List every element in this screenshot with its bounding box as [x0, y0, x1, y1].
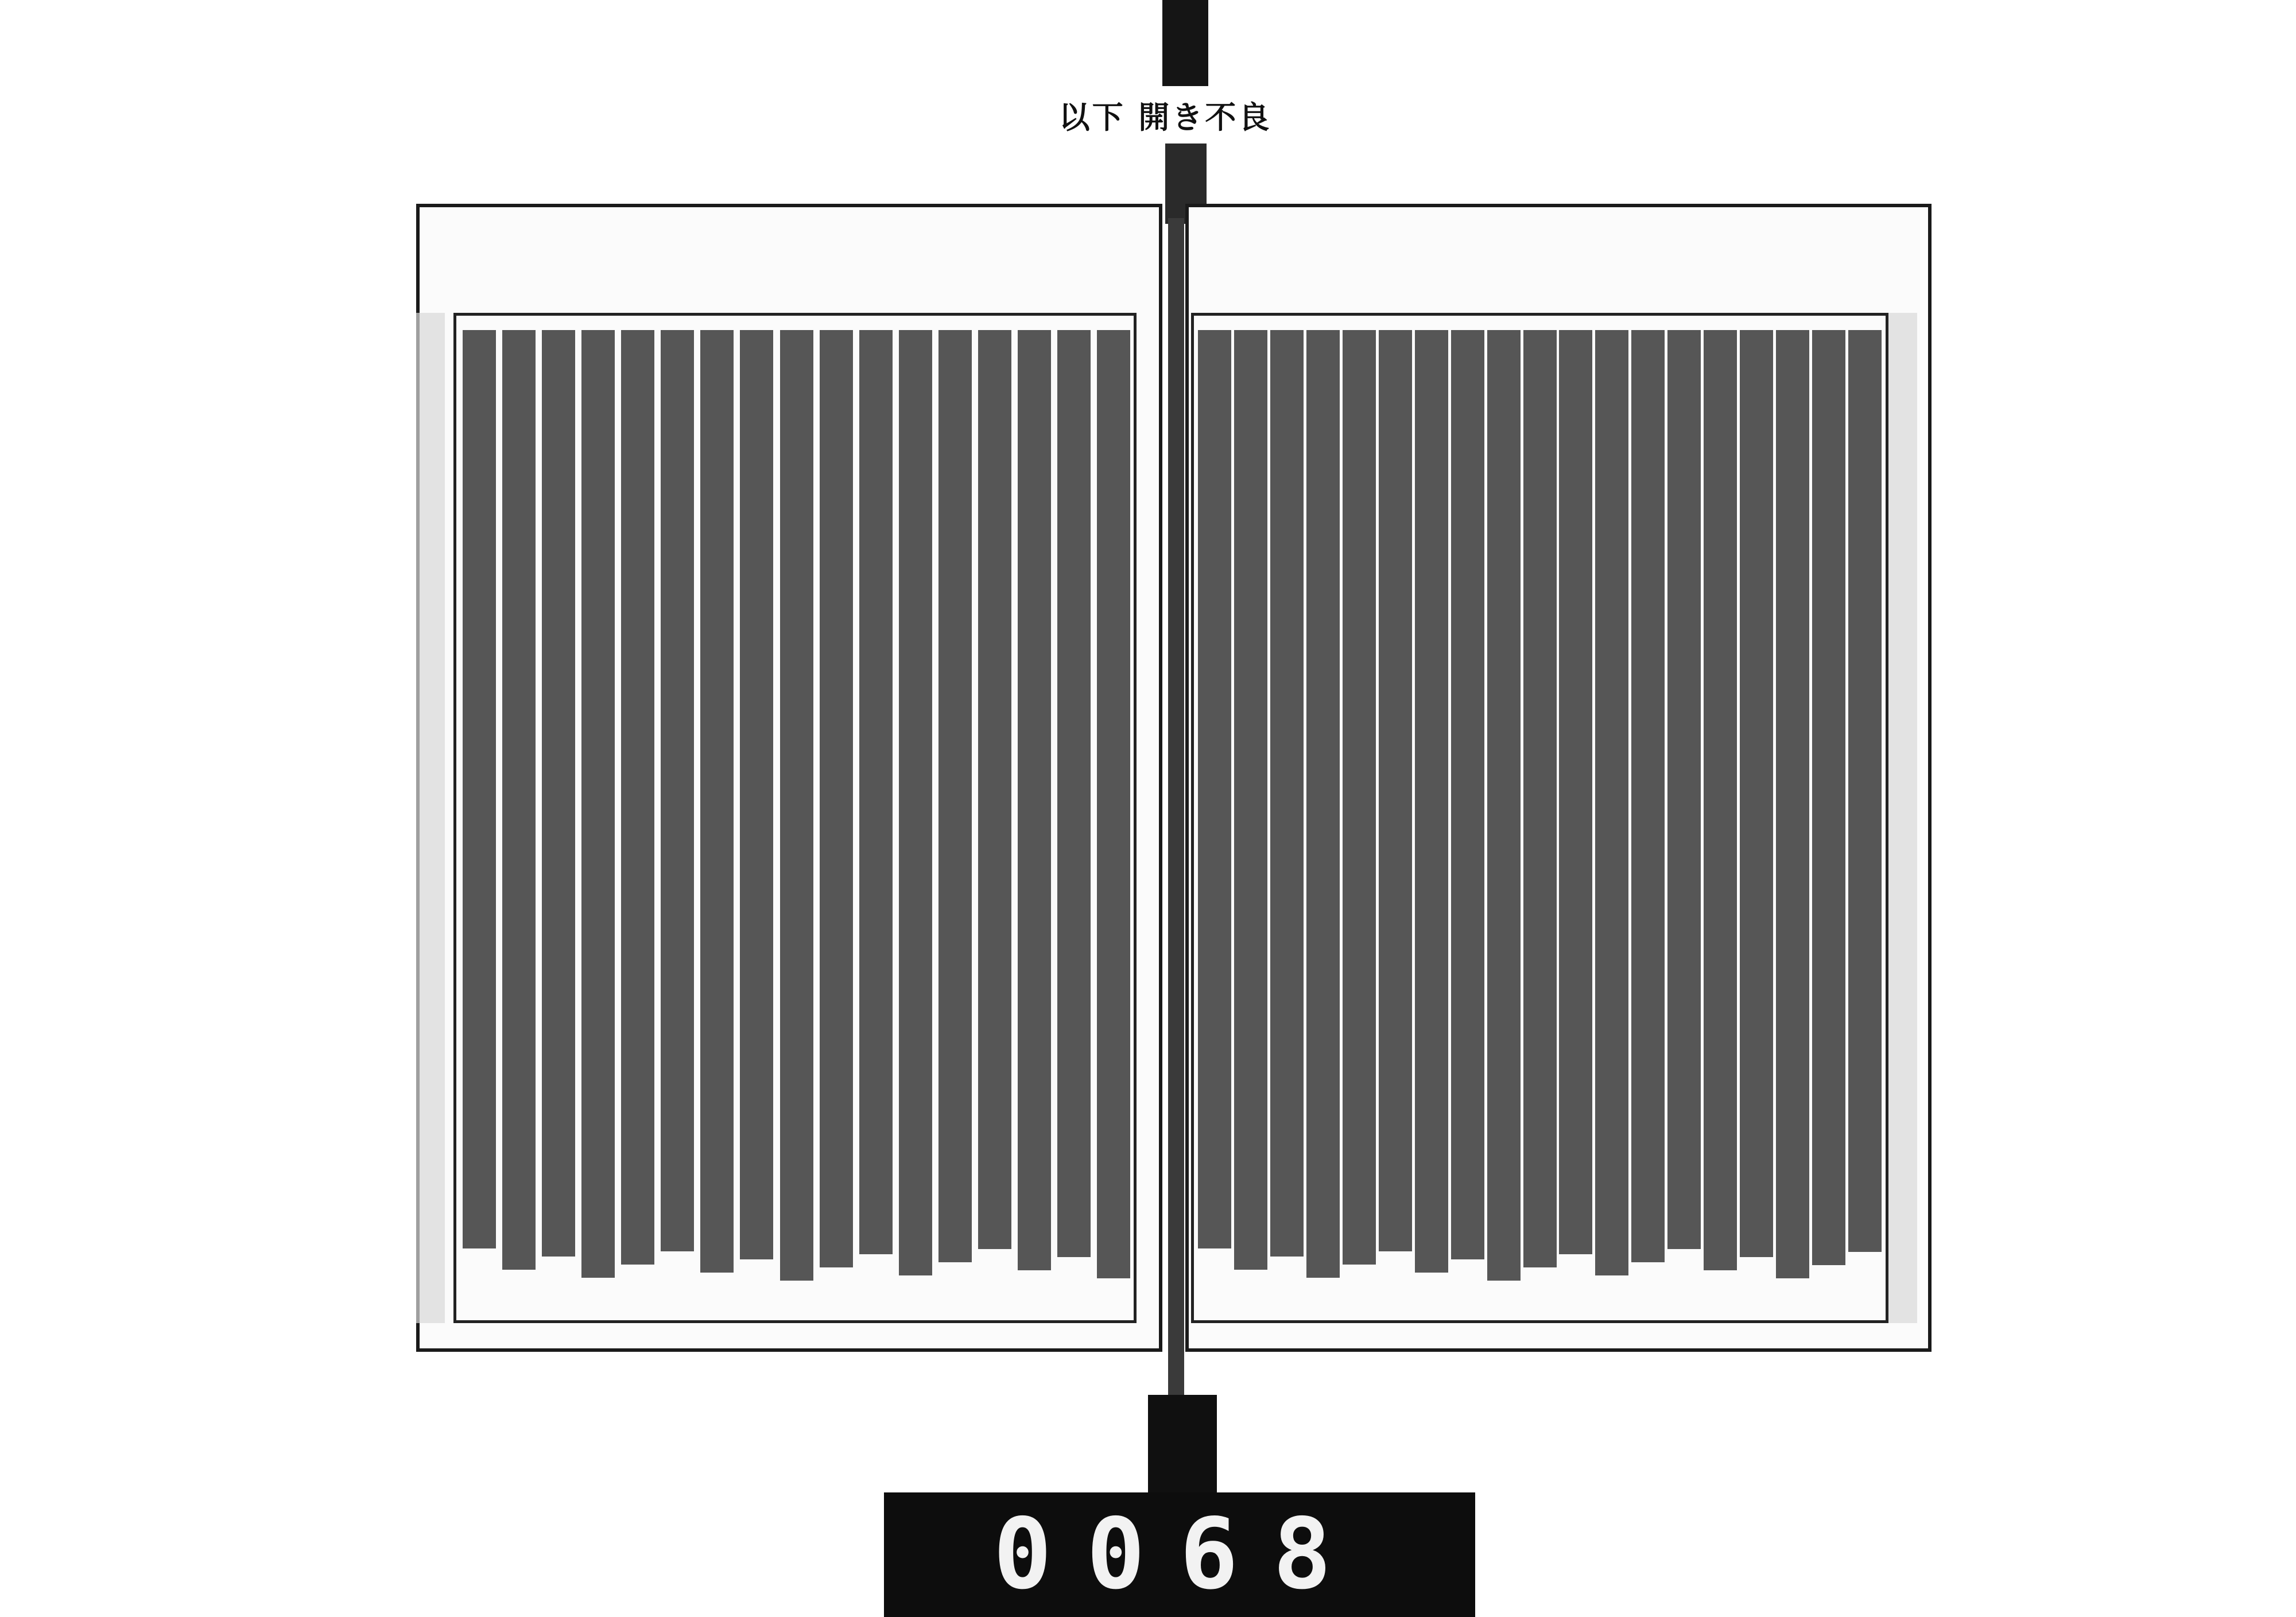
left-page-text-column: [1057, 330, 1091, 1257]
right-page-text-column: [1631, 330, 1665, 1262]
left-page-text-column: [502, 330, 536, 1270]
left-page-text-column: [1097, 330, 1130, 1278]
right-page-text-column: [1667, 330, 1701, 1249]
left-page-text-column: [463, 330, 496, 1248]
right-page-text-column: [1198, 330, 1231, 1248]
right-page-text-column: [1704, 330, 1737, 1270]
right-page-text-column: [1306, 330, 1340, 1278]
scan-note: 以下 開き不良: [1058, 99, 1272, 135]
right-page-text-column: [1343, 330, 1376, 1265]
left-page-text-column: [1018, 330, 1051, 1270]
frame-counter: 0068: [884, 1492, 1475, 1617]
left-page-text-column: [859, 330, 893, 1254]
right-page-text-column: [1776, 330, 1809, 1278]
film-top-strip: [1162, 0, 1208, 86]
right-page-text-column: [1379, 330, 1412, 1251]
right-page-text-column: [1234, 330, 1267, 1270]
left-page-text-column: [899, 330, 932, 1275]
right-page-text-column: [1559, 330, 1592, 1254]
left-page-margin: [416, 313, 445, 1323]
right-page-text-column: [1848, 330, 1882, 1252]
right-page-text-column: [1595, 330, 1628, 1275]
right-page-text-column: [1270, 330, 1304, 1257]
left-page-text-column: [542, 330, 575, 1257]
right-page-text-column: [1487, 330, 1521, 1281]
right-page-text-column: [1451, 330, 1484, 1259]
left-page-text-column: [938, 330, 972, 1262]
left-page-text-column: [621, 330, 654, 1265]
right-page-text-column: [1415, 330, 1448, 1273]
left-page-text-column: [820, 330, 853, 1267]
left-page-text-column: [740, 330, 773, 1259]
left-page-text-column: [581, 330, 615, 1278]
right-page-text-column: [1523, 330, 1557, 1267]
film-bottom-strip: [1148, 1395, 1217, 1492]
book-spine: [1168, 218, 1184, 1401]
left-page-text-column: [780, 330, 813, 1281]
right-page-margin: [1888, 313, 1917, 1323]
left-page-text-column: [700, 330, 734, 1273]
left-page-text-column: [978, 330, 1011, 1249]
right-page-text-column: [1812, 330, 1845, 1265]
right-page-text-column: [1740, 330, 1773, 1257]
left-page-text-column: [661, 330, 694, 1251]
